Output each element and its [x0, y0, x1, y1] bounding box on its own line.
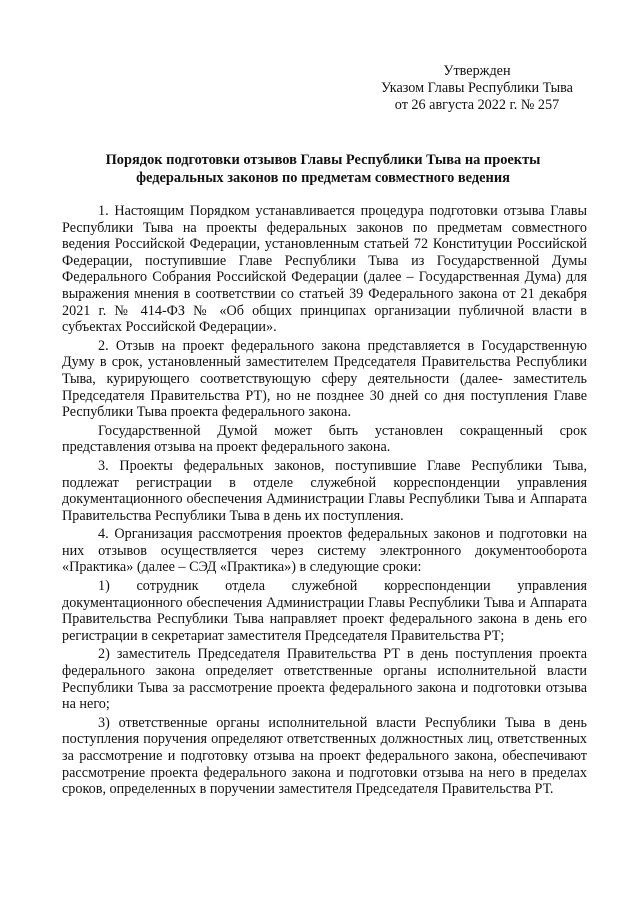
paragraph-4: 4. Организация рассмотрения проектов федеральных законов и подготовки на них отзывов осуществляется через систему электронного документооборота «Практика» (далее – СЭД «Практика») в следующие сроки: — [62, 526, 587, 576]
document-body — [62, 203, 587, 798]
paragraph-3: 3. Проекты федеральных законов, поступившие Главе Республики Тыва, подлежат регистрации в отделе служебной корреспонденции управления документационного обеспечения Администрации Главы Республики Тыва и Аппарата Правительства Республики Тыва в день их поступления. — [62, 457, 587, 524]
title-line-2: федеральных законов по предметам совместного ведения — [136, 169, 510, 186]
approval-line-1: Утвержден — [443, 63, 511, 79]
paragraph-4-item-2: 2) заместитель Председателя Правительства РТ в день поступления проекта федерального закона определяет ответственные органы исполнительной власти Республики Тыва за рассмотрение проекта федерального закона и подготовки отзыва на него; — [62, 646, 587, 713]
paragraph-2: 2. Отзыв на проект федерального закона представляется в Государственную Думу в срок, установленный заместителем Председателя Правительства Республики Тыва, курирующего соответствующую сферу деятельности (далее- заместитель Председателя Правительства РТ), но не позднее 30 дней со дня поступления Главе Республики Тыва проекта федерального закона. — [62, 337, 587, 421]
paragraph-4-item-3: 3) ответственные органы исполнительной власти Республики Тыва в день поступления поручения определяют ответственных должностных лиц, ответственных за рассмотрение и подготовку отзыва на проект федерального закона, обеспечивают рассмотрение проекта федерального закона и подготовки отзыва на него в пределах сроков, определенных в поручении заместителя Председателя Правительства РТ. — [62, 714, 587, 798]
paragraph-1: 1. Настоящим Порядком устанавливается процедура подготовки отзыва Главы Республики Тыва на проекты федеральных законов по предметам совместного ведения Российской Федерации, установленным статьей 72 Конституции Российской Федерации, поступившие Главе Республики Тыва из Государственной Думы Федерального Собрания Российской Федерации (далее – Государственная Дума) для выражения мнения в соответствии со статьей 39 Федерального закона от 21 декабря 2021 г. № 414-ФЗ № «Об общих принципах организации публичной власти в субъектах Российской Федерации». — [62, 203, 587, 336]
paragraph-4-item-1: 1) сотрудник отдела служебной корреспонденции управления документационного обеспечения Администрации Главы Республики Тыва и Аппарата Правительства Республики Тыва направляет проект федерального закона в день его регистрации в секретариат заместителя Председателя Правительства РТ; — [62, 578, 587, 644]
approval-line-3: от 26 августа 2022 г. № 257 — [394, 97, 560, 113]
approval-line-2: Указом Главы Республики Тыва — [381, 80, 573, 96]
approval-block — [366, 63, 588, 114]
paragraph-2-note: Государственной Думой может быть установлен сокращенный срок представления отзыва на проект федерального закона. — [62, 422, 587, 456]
title-line-1: Порядок подготовки отзывов Главы Республики Тыва на проекты — [105, 152, 541, 168]
document-title — [80, 152, 566, 187]
